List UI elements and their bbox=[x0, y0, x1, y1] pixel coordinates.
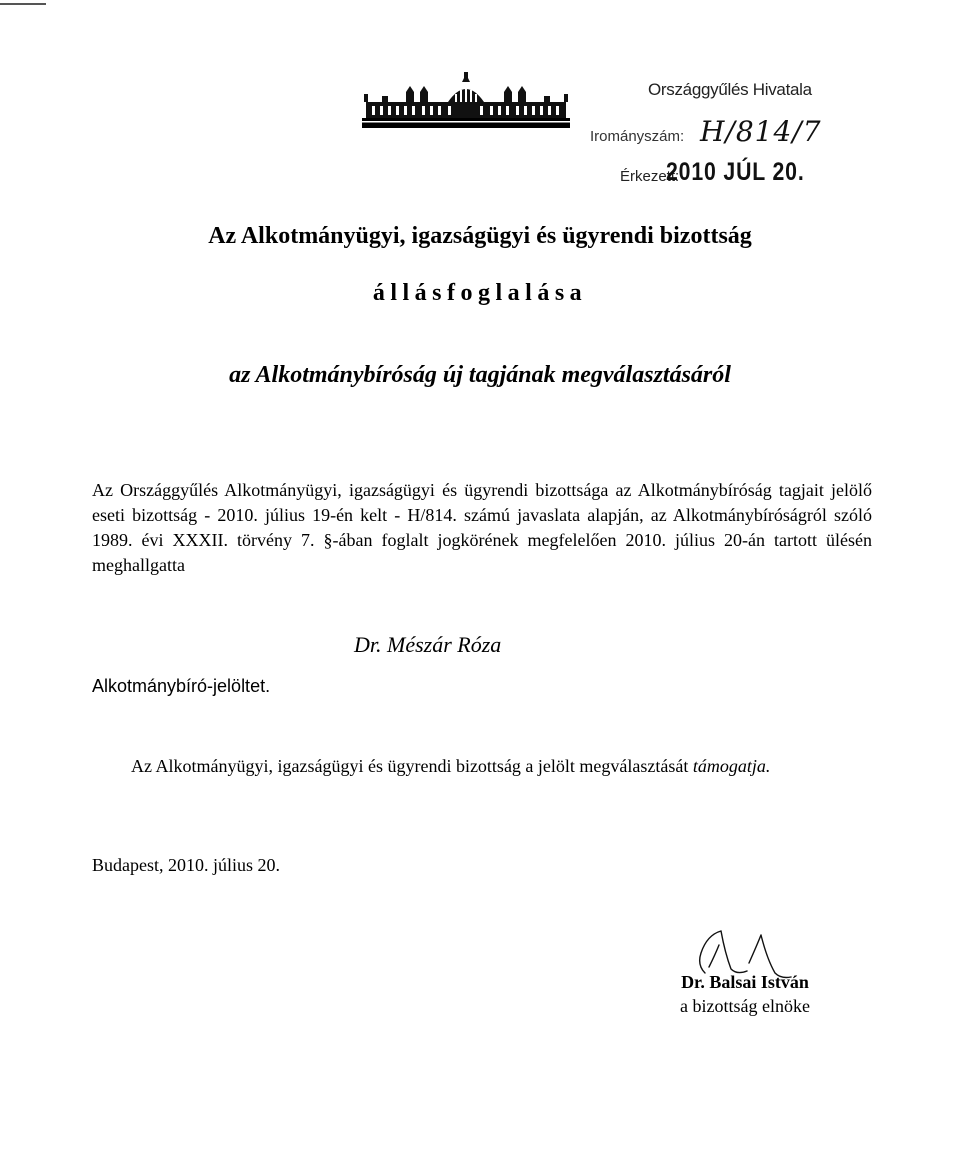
stamp-received-date: 2010 JÚL 20. bbox=[666, 158, 805, 186]
body-paragraph: Az Országgyűlés Alkotmányügyi, igazságügyi és ügyrendi bizottsága az Alkotmánybíróság tagjait jelölő eseti bizottság - 2010. július 19-én kelt - H/814. számú javaslata alapján, az Alkotmánybíróságról szóló 1989. évi XXXII. törvény 7. §-ában foglalt jogkörének megfelelően 2010. július 20-án tartott ülésén meghallgatta bbox=[92, 480, 872, 575]
signatory-name: Dr. Balsai István bbox=[681, 972, 809, 992]
committee-title: Az Alkotmányügyi, igazságügyi és ügyrendi bizottság bbox=[208, 223, 752, 249]
subject-heading: az Alkotmánybíróság új tagjának megválasztásáról bbox=[229, 362, 731, 388]
decision-emphasis: támogatja. bbox=[692, 756, 771, 776]
stamp-office-name: Országgyűlés Hivatala bbox=[648, 80, 812, 99]
candidate-role: Alkotmánybíró-jelöltet. bbox=[92, 676, 271, 696]
parliament-building-logo bbox=[362, 72, 570, 130]
place-and-date: Budapest, 2010. július 20. bbox=[92, 855, 280, 875]
decision-text: Az Alkotmányügyi, igazságügyi és ügyrendi bizottság a jelölt megválasztását bbox=[131, 756, 693, 776]
candidate-name: Dr. Mészár Róza bbox=[354, 632, 502, 657]
decision-statement bbox=[131, 756, 770, 777]
stamp-received-label: Érkezett: bbox=[620, 168, 680, 185]
signatory-title: a bizottság elnöke bbox=[680, 996, 810, 1016]
document-type-heading: állásfoglalása bbox=[372, 280, 588, 306]
scan-edge-mark bbox=[0, 3, 46, 5]
stamp-registration-label: Irományszám: bbox=[590, 128, 685, 145]
stamp-registration-number: H/814/7 bbox=[700, 115, 822, 148]
